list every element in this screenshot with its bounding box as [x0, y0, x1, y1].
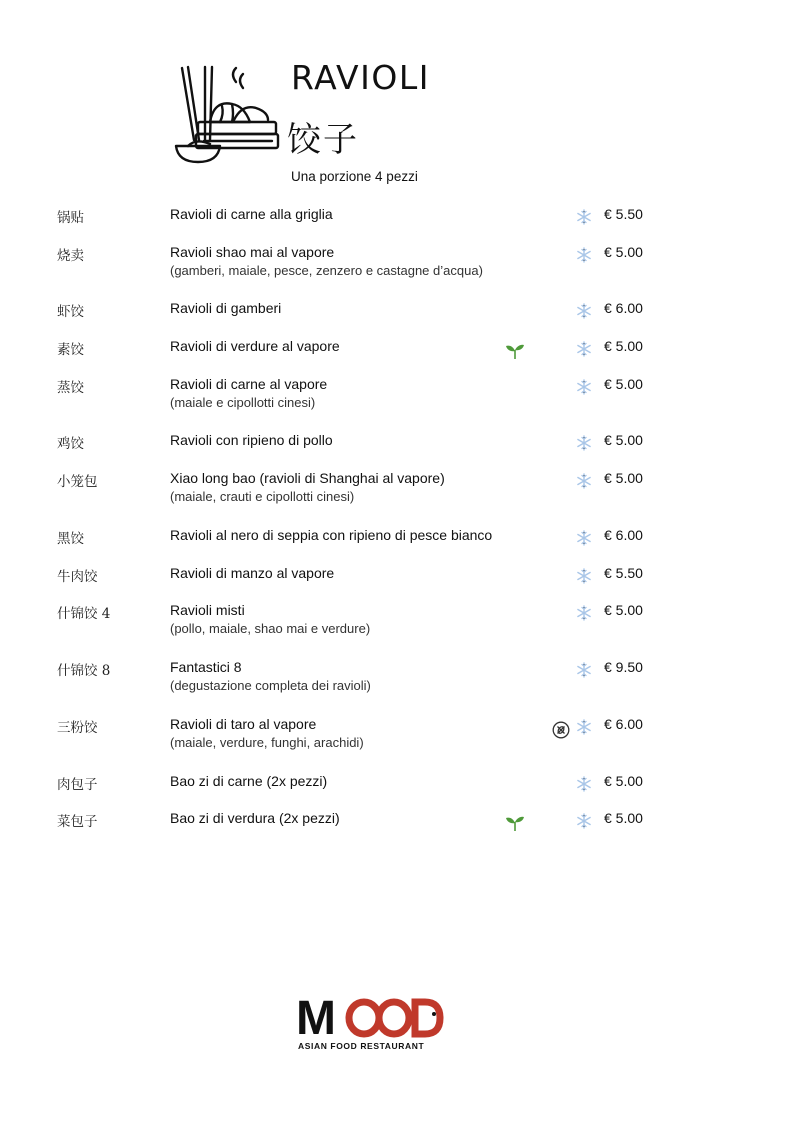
snowflake-icon: [576, 662, 592, 678]
item-name: Ravioli misti: [170, 602, 245, 618]
snowflake-icon: [576, 813, 592, 829]
menu-item: [0, 602, 793, 638]
logo-letter: M: [296, 992, 335, 1045]
portion-note: Una porzione 4 pezzi: [291, 169, 418, 184]
restaurant-logo: [292, 990, 452, 1062]
item-description: (degustazione completa dei ravioli): [170, 678, 371, 693]
item-chinese-name: 烧卖: [57, 248, 84, 264]
item-chinese-name: 蒸饺: [57, 380, 84, 396]
item-price: € 5.00: [604, 244, 643, 260]
item-price: € 9.50: [604, 659, 643, 675]
snowflake-icon: [576, 379, 592, 395]
snowflake-icon: [576, 530, 592, 546]
item-chinese-name: 三粉饺: [57, 720, 98, 736]
snowflake-icon: [576, 303, 592, 319]
item-name: Ravioli con ripieno di pollo: [170, 432, 333, 448]
item-chinese-name: 小笼包: [57, 474, 98, 490]
menu-item: [0, 773, 793, 809]
item-chinese-name: 什锦饺 4: [57, 606, 111, 622]
item-chinese-name: 什锦饺 8: [57, 663, 111, 679]
item-price: € 5.00: [604, 338, 643, 354]
menu-item: [0, 527, 793, 563]
item-chinese-name: 肉包子: [57, 777, 98, 793]
menu-item: [0, 244, 793, 280]
item-price: € 6.00: [604, 716, 643, 732]
item-price: € 5.00: [604, 773, 643, 789]
logo-mark-icon: [344, 996, 444, 1040]
item-name: Xiao long bao (ravioli di Shanghai al vapore): [170, 470, 445, 486]
item-name: Ravioli di gamberi: [170, 300, 282, 316]
item-chinese-name: 素饺: [57, 342, 84, 358]
snowflake-icon: [576, 776, 592, 792]
snowflake-icon: [576, 473, 592, 489]
menu-item: [0, 300, 793, 336]
item-price: € 5.50: [604, 206, 643, 222]
snowflake-icon: [576, 605, 592, 621]
menu-item: [0, 565, 793, 601]
menu-item: [0, 470, 793, 506]
menu-item: [0, 206, 793, 242]
menu-item: [0, 659, 793, 695]
sprout-icon: [505, 341, 525, 361]
menu-item: [0, 376, 793, 412]
item-description: (gamberi, maiale, pesce, zenzero e castagne d’acqua): [170, 263, 483, 278]
menu-item: [0, 716, 793, 752]
logo-tagline: ASIAN FOOD RESTAURANT: [298, 1041, 425, 1051]
item-name: Bao zi di verdura (2x pezzi): [170, 810, 340, 826]
item-chinese-name: 黑饺: [57, 531, 84, 547]
item-name: Fantastici 8: [170, 659, 242, 675]
item-name: Ravioli di carne alla griglia: [170, 206, 333, 222]
snowflake-icon: [576, 568, 592, 584]
item-name: Ravioli di manzo al vapore: [170, 565, 335, 581]
item-name: Ravioli di verdure al vapore: [170, 338, 340, 354]
snowflake-icon: [576, 435, 592, 451]
item-chinese-name: 虾饺: [57, 304, 84, 320]
item-description: (maiale, verdure, funghi, arachidi): [170, 735, 364, 750]
sprout-icon: [505, 813, 525, 833]
item-price: € 5.00: [604, 602, 643, 618]
menu-item: [0, 810, 793, 846]
item-price: € 5.00: [604, 432, 643, 448]
page-title: RAVIOLI: [291, 58, 430, 97]
item-chinese-name: 鸡饺: [57, 436, 84, 452]
item-price: € 5.00: [604, 470, 643, 486]
item-chinese-name: 菜包子: [57, 814, 98, 830]
menu-item: [0, 338, 793, 374]
item-name: Ravioli di carne al vapore: [170, 376, 328, 392]
nuts-icon: [552, 721, 570, 739]
item-name: Ravioli al nero di seppia con ripieno di pesce bianco: [170, 527, 493, 543]
item-description: (maiale, crauti e cipollotti cinesi): [170, 489, 355, 504]
item-price: € 5.00: [604, 810, 643, 826]
item-name: Bao zi di carne (2x pezzi): [170, 773, 328, 789]
menu-item: [0, 432, 793, 468]
item-price: € 5.00: [604, 376, 643, 392]
item-price: € 5.50: [604, 565, 643, 581]
item-description: (pollo, maiale, shao mai e verdure): [170, 621, 371, 636]
snowflake-icon: [576, 341, 592, 357]
page-title-chinese: 饺子: [287, 120, 359, 160]
item-description: (maiale e cipollotti cinesi): [170, 395, 316, 410]
item-price: € 6.00: [604, 300, 643, 316]
snowflake-icon: [576, 247, 592, 263]
item-name: Ravioli shao mai al vapore: [170, 244, 335, 260]
snowflake-icon: [576, 719, 592, 735]
item-price: € 6.00: [604, 527, 643, 543]
snowflake-icon: [576, 209, 592, 225]
item-chinese-name: 牛肉饺: [57, 569, 98, 585]
item-name: Ravioli di taro al vapore: [170, 716, 317, 732]
item-chinese-name: 锅贴: [57, 210, 84, 226]
dumpling-steamer-icon: [170, 60, 282, 170]
